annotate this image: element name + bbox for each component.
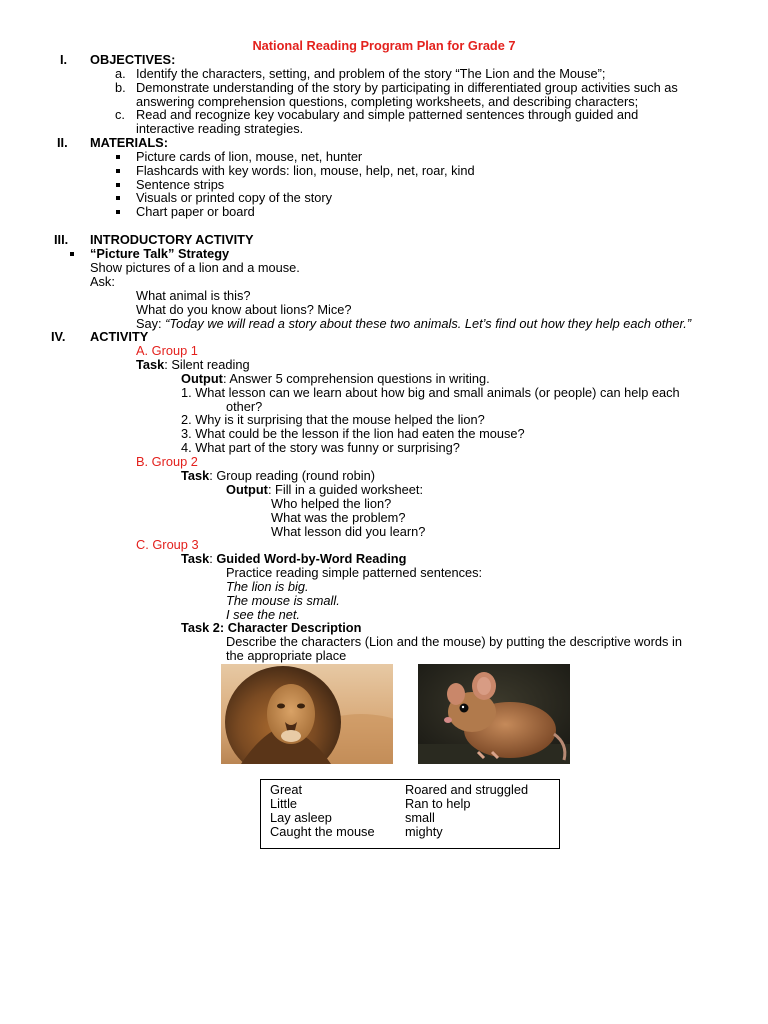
- group-label: A. Group 1: [136, 343, 198, 358]
- table-cell: Lay asleep: [270, 810, 332, 825]
- intro-text: Show pictures of a lion and a mouse.: [90, 260, 300, 275]
- table-cell: Ran to help: [405, 796, 471, 811]
- materials-heading: MATERIALS:: [90, 135, 168, 150]
- group-task: Task: Group reading (round robin): [181, 468, 375, 483]
- material-item: Picture cards of lion, mouse, net, hunter: [136, 149, 363, 164]
- section-numeral: II.: [57, 135, 68, 150]
- table-cell: mighty: [405, 824, 443, 839]
- patterned-sentence: The lion is big.: [226, 579, 309, 594]
- bullet-icon: [116, 183, 120, 187]
- section-numeral: III.: [54, 232, 69, 247]
- lion-photo: [221, 664, 393, 764]
- bullet-icon: [116, 155, 120, 159]
- objective-letter: c.: [115, 107, 125, 122]
- intro-heading: INTRODUCTORY ACTIVITY: [90, 232, 254, 247]
- group-label: C. Group 3: [136, 537, 199, 552]
- mouse-photo: [418, 664, 570, 764]
- say-label: Say:: [136, 316, 166, 331]
- group-output: Output: Fill in a guided worksheet:: [226, 482, 423, 497]
- objective-letter: a.: [115, 66, 126, 81]
- intro-question: What do you know about lions? Mice?: [136, 302, 352, 317]
- comprehension-question: 1. What lesson can we learn about how big and small animals (or people) can help each: [181, 385, 680, 400]
- page-title: National Reading Program Plan for Grade 7: [252, 38, 516, 53]
- intro-say: [136, 317, 691, 331]
- describe-text: the appropriate place: [226, 648, 347, 663]
- task2-heading: Task 2: Character Description: [181, 620, 362, 635]
- material-item: Sentence strips: [136, 177, 225, 192]
- material-item: Chart paper or board: [136, 204, 255, 219]
- say-quote: “Today we will read a story about these two animals. Let’s find out how they help each other.”: [165, 316, 692, 331]
- describe-text: Describe the characters (Lion and the mouse) by putting the descriptive words in: [226, 634, 682, 649]
- worksheet-question: Who helped the lion?: [271, 496, 392, 511]
- group-task: Task: Silent reading: [136, 357, 250, 372]
- table-cell: small: [405, 810, 435, 825]
- objectives-heading: OBJECTIVES:: [90, 52, 176, 67]
- table-cell: Caught the mouse: [270, 824, 375, 839]
- section-numeral: IV.: [51, 329, 66, 344]
- objective-text: Read and recognize key vocabulary and simple patterned sentences through guided and: [136, 107, 639, 122]
- table-cell: Little: [270, 796, 298, 811]
- section-numeral: I.: [60, 52, 68, 67]
- comprehension-question: 2. Why is it surprising that the mouse helped the lion?: [181, 412, 485, 427]
- objective-letter: b.: [115, 80, 126, 95]
- patterned-sentence: The mouse is small.: [226, 593, 340, 608]
- strategy-title: “Picture Talk” Strategy: [90, 246, 230, 261]
- patterned-sentence: I see the net.: [226, 607, 300, 622]
- worksheet-question: What lesson did you learn?: [271, 524, 426, 539]
- group-output: Output: Answer 5 comprehension questions in writing.: [181, 371, 490, 386]
- bullet-icon: [70, 252, 74, 256]
- bullet-icon: [116, 210, 120, 214]
- worksheet-question: What was the problem?: [271, 510, 406, 525]
- activity-heading: ACTIVITY: [90, 329, 149, 344]
- table-cell: Roared and struggled: [405, 782, 529, 797]
- objective-text: Identify the characters, setting, and problem of the story “The Lion and the Mouse”;: [136, 66, 606, 81]
- objective-text: Demonstrate understanding of the story by participating in differentiated group activities such as: [136, 80, 678, 95]
- comprehension-question: other?: [226, 399, 263, 414]
- group-label: B. Group 2: [136, 454, 198, 469]
- comprehension-question: 3. What could be the lesson if the lion had eaten the mouse?: [181, 426, 525, 441]
- bullet-icon: [116, 196, 120, 200]
- intro-question: What animal is this?: [136, 288, 251, 303]
- practice-text: Practice reading simple patterned sentences:: [226, 565, 483, 580]
- table-cell: Great: [270, 782, 303, 797]
- intro-text: Ask:: [90, 274, 115, 289]
- objective-text: interactive reading strategies.: [136, 121, 304, 136]
- material-item: Flashcards with key words: lion, mouse, help, net, roar, kind: [136, 163, 475, 178]
- objective-text: answering comprehension questions, completing worksheets, and describing characters;: [136, 94, 639, 109]
- material-item: Visuals or printed copy of the story: [136, 190, 333, 205]
- comprehension-question: 4. What part of the story was funny or surprising?: [181, 440, 460, 455]
- bullet-icon: [116, 169, 120, 173]
- group-task: Task: Guided Word-by-Word Reading: [181, 551, 407, 566]
